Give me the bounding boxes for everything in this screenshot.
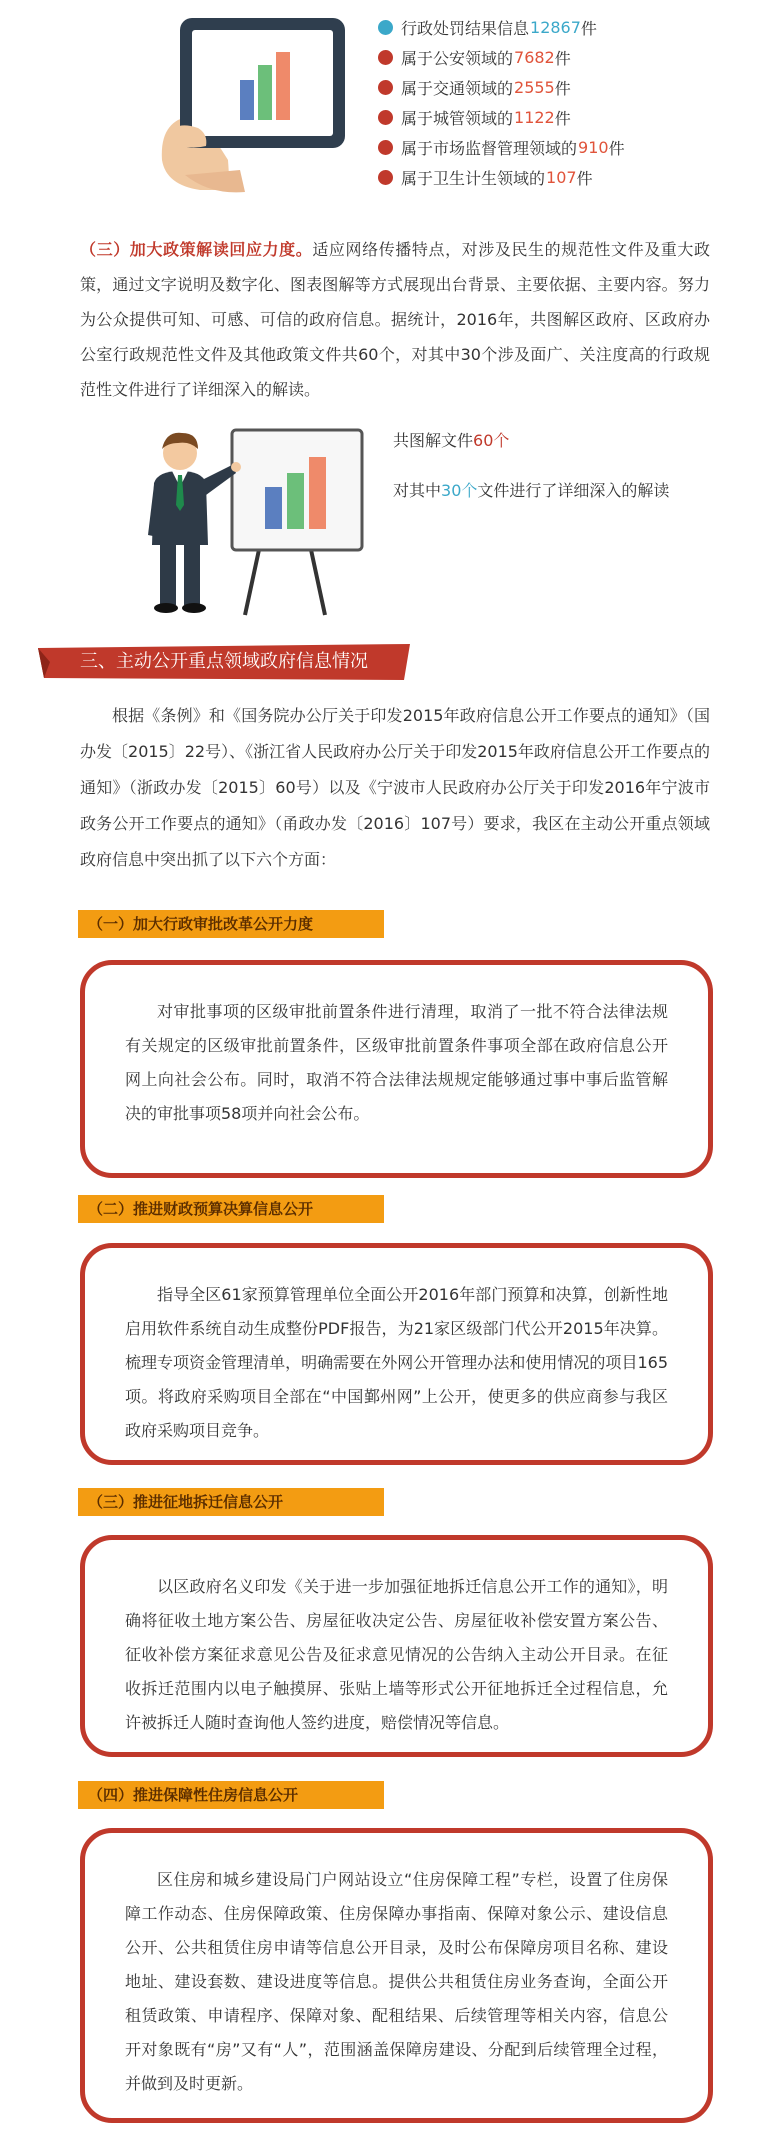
stat-label: 属于卫生计生领域的 (401, 168, 546, 188)
stat-label: 行政处罚结果信息 (401, 18, 530, 38)
stat-value: 1122 (514, 107, 555, 127)
stat-bullet-icon (378, 20, 393, 35)
stat-value: 2555 (514, 77, 555, 97)
stat-value: 30个 (441, 481, 478, 500)
content-text: 区住房和城乡建设局门户网站设立“住房保障工程”专栏，设置了住房保障工作动态、住房保障政策、住房保障办事指南、保障对象公示、建设信息公开、公共租赁住房申请等信息公开目录，及时公布保障房项目名称、建设地址、建设套数、建设进度等信息。提供公共租赁住房业务查询，全面公开租赁政策、申请程序、保障对象、配租结果、后续管理等相关内容，信息公开对象既有“房”又有“人”，范围涵盖保障房建设、分配到后续管理全过程，并做到及时更新。 (125, 1870, 668, 2093)
policy-interpretation-paragraph (80, 232, 710, 407)
stat-unit: 件 (580, 18, 597, 38)
paragraph-lead: （三）加大政策解读回应力度。 (80, 240, 313, 259)
content-box-3 (80, 1535, 713, 1757)
stat-unit: 件 (554, 108, 571, 128)
section-intro-paragraph: 根据《条例》和《国务院办公厅关于印发2015年政府信息公开工作要点的通知》（国办发〔2015〕22号）、《浙江省人民政府办公厅关于印发2015年政府信息公开工作要点的通知》（浙政办发〔2015〕60号）以及《宁波市人民政府办公厅关于印发2016年宁波市政务公开工作要点的通知》（甬政办发〔2016〕107号）要求，我区在主动公开重点领域政府信息中突出抓了以下六个方面： (80, 706, 710, 869)
stat-bullet-icon (378, 140, 393, 155)
stat-value: 7682 (514, 47, 555, 67)
stat-unit: 件 (608, 138, 625, 158)
stat-row (378, 102, 758, 132)
stat-value: 910 (578, 137, 609, 157)
tablet-chart-illustration (150, 10, 380, 195)
stat-row (378, 12, 758, 42)
penalty-stats-list (378, 12, 758, 192)
content-box-1 (80, 960, 713, 1178)
stat-bullet-icon (378, 50, 393, 65)
stat-bullet-icon (378, 80, 393, 95)
subsection-heading-3: （三）推进征地拆迁信息公开 (78, 1488, 384, 1516)
stat-row (378, 72, 758, 102)
stat-unit: 件 (554, 78, 571, 98)
content-box-4 (80, 1828, 713, 2123)
subsection-heading-1: （一）加大行政审批改革公开力度 (78, 910, 384, 938)
stat-bullet-icon (378, 170, 393, 185)
subsection-heading-4: （四）推进保障性住房信息公开 (78, 1781, 384, 1809)
stat-label: 属于城管领域的 (401, 108, 514, 128)
stat-value: 12867 (530, 17, 581, 37)
presenter-stat-line-1 (393, 428, 509, 451)
stat-unit: 件 (554, 48, 571, 68)
section-title: 三、主动公开重点领域政府信息情况 (80, 651, 368, 672)
presenter-stat-line-2 (393, 478, 669, 501)
subsection-heading-2: （二）推进财政预算决算信息公开 (78, 1195, 384, 1223)
stat-row (378, 162, 758, 192)
stat-unit: 件 (576, 168, 593, 188)
stat-text: 文件进行了详细深入的解读 (477, 481, 670, 500)
stat-label: 属于交通领域的 (401, 78, 514, 98)
stat-bullet-icon (378, 110, 393, 125)
stat-value: 107 (546, 167, 577, 187)
stat-label: 属于市场监督管理领域的 (401, 138, 578, 158)
stat-value: 60个 (473, 431, 510, 450)
content-text: 对审批事项的区级审批前置条件进行清理，取消了一批不符合法律法规有关规定的区级审批前置条件，区级审批前置条件事项全部在政府信息公开网上向社会公布。同时，取消不符合法律法规规定能够通过事中事后监管解决的审批事项58项并向社会公布。 (125, 1002, 668, 1123)
stat-text: 共图解文件 (393, 431, 474, 450)
content-box-2 (80, 1243, 713, 1465)
stat-label: 属于公安领域的 (401, 48, 514, 68)
content-text: 指导全区61家预算管理单位全面公开2016年部门预算和决算，创新性地启用软件系统自动生成整份PDF报告，为21家区级部门代公开2015年决算。梳理专项资金管理清单，明确需要在外网公开管理办法和使用情况的项目165项。将政府采购项目全部在“中国鄞州网”上公开，使更多的供应商参与我区政府采购项目竞争。 (125, 1285, 668, 1440)
content-text: 以区政府名义印发《关于进一步加强征地拆迁信息公开工作的通知》，明确将征收土地方案公告、房屋征收决定公告、房屋征收补偿安置方案公告、征收补偿方案征求意见公告及征求意见情况的公告纳入主动公开目录。在征收拆迁范围内以电子触摸屏、张贴上墙等形式公开征地拆迁全过程信息，允许被拆迁人随时查询他人签约进度，赔偿情况等信息。 (125, 1577, 668, 1732)
presenter-illustration (140, 425, 380, 620)
paragraph-body: 适应网络传播特点，对涉及民生的规范性文件及重大政策，通过文字说明及数字化、图表图解等方式展现出台背景、主要依据、主要内容。努力为公众提供可知、可感、可信的政府信息。据统计，2016年，共图解区政府、区政府办公室行政规范性文件及其他政策文件共60个，对其中30个涉及面广、关注度高的行政规范性文件进行了详细深入的解读。 (80, 240, 710, 399)
stat-row (378, 132, 758, 162)
stat-text: 对其中 (393, 481, 442, 500)
stat-row (378, 42, 758, 72)
